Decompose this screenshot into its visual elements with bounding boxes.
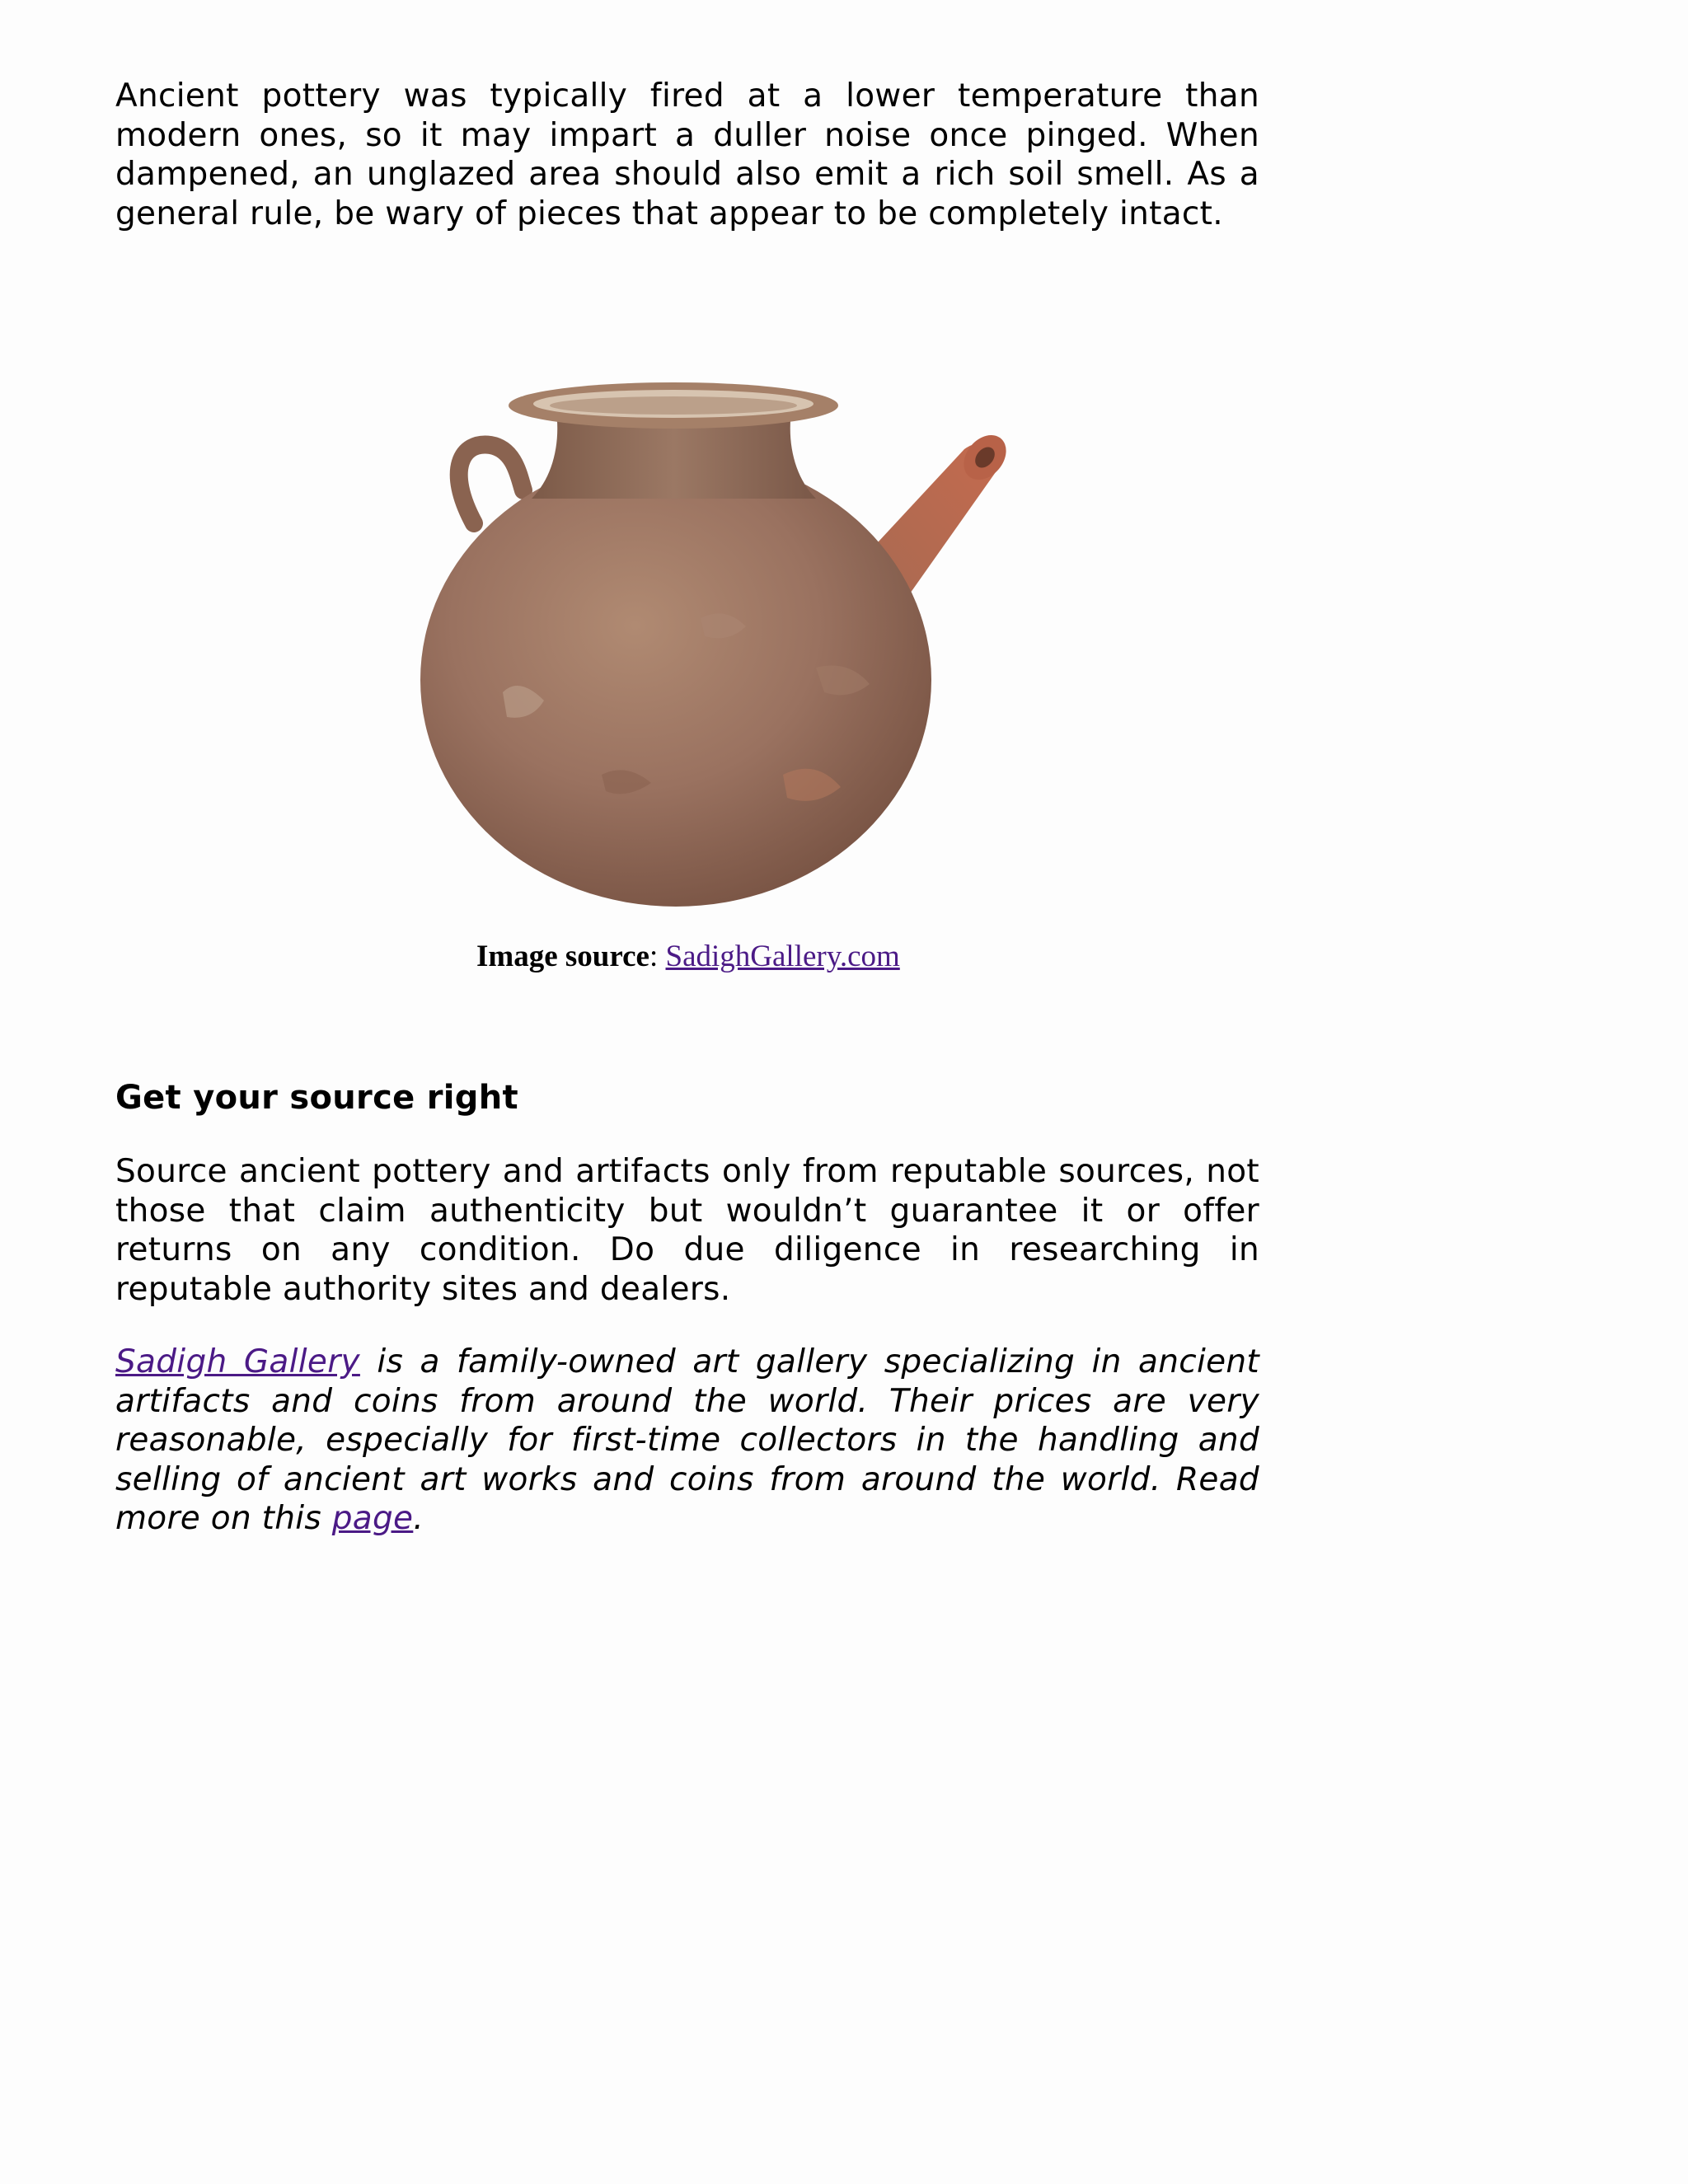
clay-jug-illustration	[354, 346, 1014, 923]
source-paragraph: Source ancient pottery and artifacts only from reputable sources, not those that claim authenticity but wouldn’t guarantee it or offer returns on any condition. Do due diligence in researching in reputable authority sites and dealers.	[115, 1153, 1259, 1308]
gallery-description-text: is a family-owned art gallery specializing in ancient artifacts and coins from around the world. Their prices are very reasonable, especially for first-time collectors in the handling and selling of ancient art works and coins from around the world. Read more on this	[115, 1343, 1260, 1537]
image-source-link[interactable]: SadighGallery.com	[665, 940, 900, 973]
caption-separator: :	[649, 940, 659, 973]
pottery-image	[354, 346, 1014, 923]
read-more-page-link[interactable]: page	[331, 1500, 414, 1537]
sadigh-gallery-link[interactable]: Sadigh Gallery	[115, 1343, 360, 1380]
intro-paragraph: Ancient pottery was typically fired at a lower temperature than modern ones, so it may impart a duller noise once pinged. When dampened, an unglazed area should also emit a rich soil smell. As a general rule, be wary of pieces that appear to be completely intact.	[115, 77, 1259, 232]
caption-label: Image source	[476, 940, 649, 973]
image-caption	[476, 939, 900, 974]
gallery-paragraph	[115, 1343, 1259, 1539]
gallery-paragraph-end: .	[413, 1500, 424, 1537]
section-heading: Get your source right	[115, 1079, 518, 1117]
